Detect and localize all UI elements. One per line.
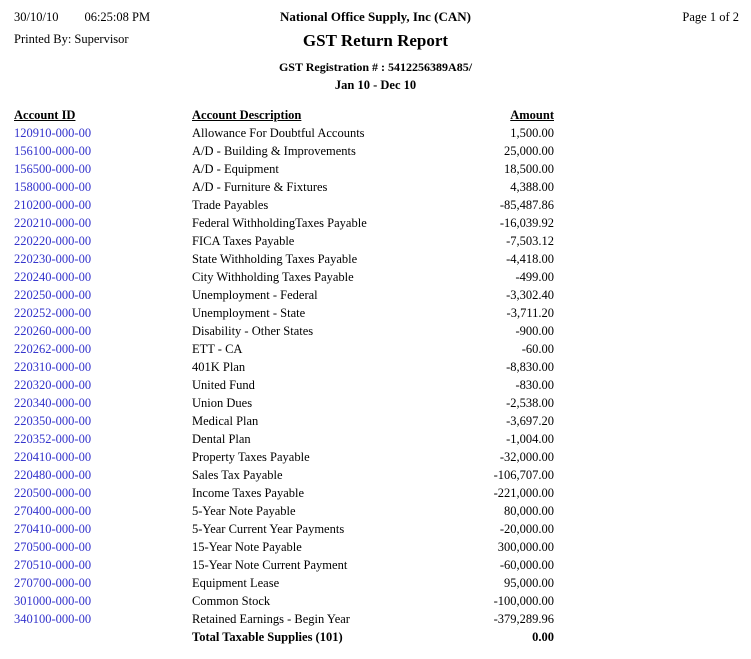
account-id-link[interactable]: 220320-000-00: [14, 378, 92, 392]
account-description: Unemployment - Federal: [192, 288, 318, 302]
table-row: [14, 340, 554, 358]
account-description: ETT - CA: [192, 342, 243, 356]
report-table-body: [14, 124, 554, 628]
account-id-link[interactable]: 120910-000-00: [14, 126, 92, 140]
account-description: Common Stock: [192, 594, 271, 608]
column-header-amount: Amount: [510, 108, 554, 122]
account-id-link[interactable]: 270400-000-00: [14, 504, 92, 518]
page-indicator: Page 1 of 2: [682, 10, 739, 24]
report-table-footer: [14, 628, 554, 646]
account-amount: -3,697.20: [506, 414, 554, 428]
report-time: 06:25:08 PM: [84, 10, 151, 24]
account-id-link[interactable]: 220230-000-00: [14, 252, 92, 266]
total-amount: 0.00: [532, 630, 554, 644]
account-id-link[interactable]: 220340-000-00: [14, 396, 92, 410]
account-amount: -16,039.92: [499, 216, 554, 230]
total-label: Total Taxable Supplies (101): [192, 630, 343, 644]
table-row: [14, 160, 554, 178]
table-row: [14, 232, 554, 250]
account-id-link[interactable]: 220240-000-00: [14, 270, 92, 284]
column-header-account-id: Account ID: [14, 108, 76, 122]
account-amount: 4,388.00: [510, 180, 554, 194]
account-id-link[interactable]: 270510-000-00: [14, 558, 92, 572]
account-description: Retained Earnings - Begin Year: [192, 612, 350, 626]
account-amount: -8,830.00: [506, 360, 554, 374]
account-id-link[interactable]: 220410-000-00: [14, 450, 92, 464]
total-row: [14, 628, 554, 646]
account-description: Sales Tax Payable: [192, 468, 283, 482]
account-amount: -379,289.96: [493, 612, 554, 626]
account-amount: -100,000.00: [493, 594, 554, 608]
account-amount: -32,000.00: [499, 450, 554, 464]
table-row: [14, 394, 554, 412]
account-amount: -4,418.00: [506, 252, 554, 266]
table-row: [14, 610, 554, 628]
account-amount: -7,503.12: [506, 234, 554, 248]
account-id-link[interactable]: 301000-000-00: [14, 594, 92, 608]
account-description: A/D - Equipment: [192, 162, 279, 176]
table-row: [14, 358, 554, 376]
report-date: 30/10/10: [14, 10, 59, 24]
account-amount: -85,487.86: [499, 198, 554, 212]
account-amount: -106,707.00: [493, 468, 554, 482]
account-id-link[interactable]: 270700-000-00: [14, 576, 92, 590]
account-description: Unemployment - State: [192, 306, 306, 320]
account-amount: 80,000.00: [504, 504, 554, 518]
table-row: [14, 448, 554, 466]
account-id-link[interactable]: 156500-000-00: [14, 162, 92, 176]
account-id-link[interactable]: 220480-000-00: [14, 468, 92, 482]
account-amount: -1,004.00: [506, 432, 554, 446]
account-id-link[interactable]: 220210-000-00: [14, 216, 92, 230]
account-amount: -60.00: [521, 342, 554, 356]
account-description: Equipment Lease: [192, 576, 280, 590]
table-row: [14, 484, 554, 502]
account-amount: -499.00: [515, 270, 554, 284]
account-amount: 300,000.00: [497, 540, 554, 554]
gst-registration-number: GST Registration # : 5412256389A85/: [278, 60, 473, 74]
table-row: [14, 124, 554, 142]
account-id-link[interactable]: 220352-000-00: [14, 432, 92, 446]
account-description: 5-Year Note Payable: [192, 504, 296, 518]
account-description: Medical Plan: [192, 414, 259, 428]
account-amount: -3,302.40: [506, 288, 554, 302]
table-row: [14, 556, 554, 574]
account-description: 5-Year Current Year Payments: [192, 522, 345, 536]
account-id-link[interactable]: 220220-000-00: [14, 234, 92, 248]
account-description: Dental Plan: [192, 432, 251, 446]
account-amount: -221,000.00: [493, 486, 554, 500]
account-description: 401K Plan: [192, 360, 246, 374]
table-row: [14, 142, 554, 160]
account-description: Trade Payables: [192, 198, 269, 212]
account-id-link[interactable]: 270410-000-00: [14, 522, 92, 536]
account-amount: -3,711.20: [506, 306, 554, 320]
account-description: City Withholding Taxes Payable: [192, 270, 354, 284]
table-row: [14, 268, 554, 286]
account-description: 15-Year Note Current Payment: [192, 558, 348, 572]
account-description: Income Taxes Payable: [192, 486, 305, 500]
account-id-link[interactable]: 156100-000-00: [14, 144, 92, 158]
table-row: [14, 430, 554, 448]
account-description: Union Dues: [192, 396, 253, 410]
account-amount: 18,500.00: [504, 162, 554, 176]
account-description: A/D - Furniture & Fixtures: [192, 180, 328, 194]
report-header: [0, 0, 751, 100]
account-amount: -2,538.00: [506, 396, 554, 410]
account-id-link[interactable]: 220262-000-00: [14, 342, 92, 356]
table-row: [14, 466, 554, 484]
table-row: [14, 178, 554, 196]
report-table-header: [14, 106, 554, 124]
printed-by-label: Printed By: Supervisor: [14, 32, 129, 46]
table-row: [14, 286, 554, 304]
company-name: National Office Supply, Inc (CAN): [279, 9, 472, 24]
account-amount: -20,000.00: [499, 522, 554, 536]
table-row: [14, 502, 554, 520]
report-title: GST Return Report: [302, 31, 449, 50]
account-description: 15-Year Note Payable: [192, 540, 302, 554]
report-period: Jan 10 - Dec 10: [334, 78, 417, 92]
account-id-link[interactable]: 210200-000-00: [14, 198, 92, 212]
table-row: [14, 250, 554, 268]
account-description: A/D - Building & Improvements: [192, 144, 356, 158]
account-amount: -900.00: [515, 324, 554, 338]
table-row: [14, 412, 554, 430]
table-row: [14, 214, 554, 232]
account-amount: -830.00: [515, 378, 554, 392]
table-row: [14, 322, 554, 340]
report-table: [14, 106, 554, 646]
table-row: [14, 196, 554, 214]
table-row: [14, 520, 554, 538]
account-id-link[interactable]: 220250-000-00: [14, 288, 92, 302]
account-id-link[interactable]: 220500-000-00: [14, 486, 92, 500]
account-description: United Fund: [192, 378, 255, 392]
column-header-account-description: Account Description: [192, 108, 302, 122]
account-id-link[interactable]: 220252-000-00: [14, 306, 92, 320]
account-amount: -60,000.00: [499, 558, 554, 572]
account-description: FICA Taxes Payable: [192, 234, 295, 248]
account-description: Federal WithholdingTaxes Payable: [192, 216, 367, 230]
account-id-link[interactable]: 270500-000-00: [14, 540, 92, 554]
account-description: Property Taxes Payable: [192, 450, 310, 464]
account-id-link[interactable]: 158000-000-00: [14, 180, 92, 194]
account-id-link[interactable]: 220260-000-00: [14, 324, 92, 338]
account-id-link[interactable]: 220310-000-00: [14, 360, 92, 374]
account-amount: 95,000.00: [504, 576, 554, 590]
table-row: [14, 376, 554, 394]
account-id-link[interactable]: 220350-000-00: [14, 414, 92, 428]
account-amount: 1,500.00: [510, 126, 554, 140]
table-row: [14, 538, 554, 556]
table-row: [14, 592, 554, 610]
account-description: State Withholding Taxes Payable: [192, 252, 358, 266]
account-id-link[interactable]: 340100-000-00: [14, 612, 92, 626]
account-description: Disability - Other States: [192, 324, 314, 338]
account-description: Allowance For Doubtful Accounts: [192, 126, 365, 140]
table-row: [14, 574, 554, 592]
account-amount: 25,000.00: [504, 144, 554, 158]
table-row: [14, 304, 554, 322]
